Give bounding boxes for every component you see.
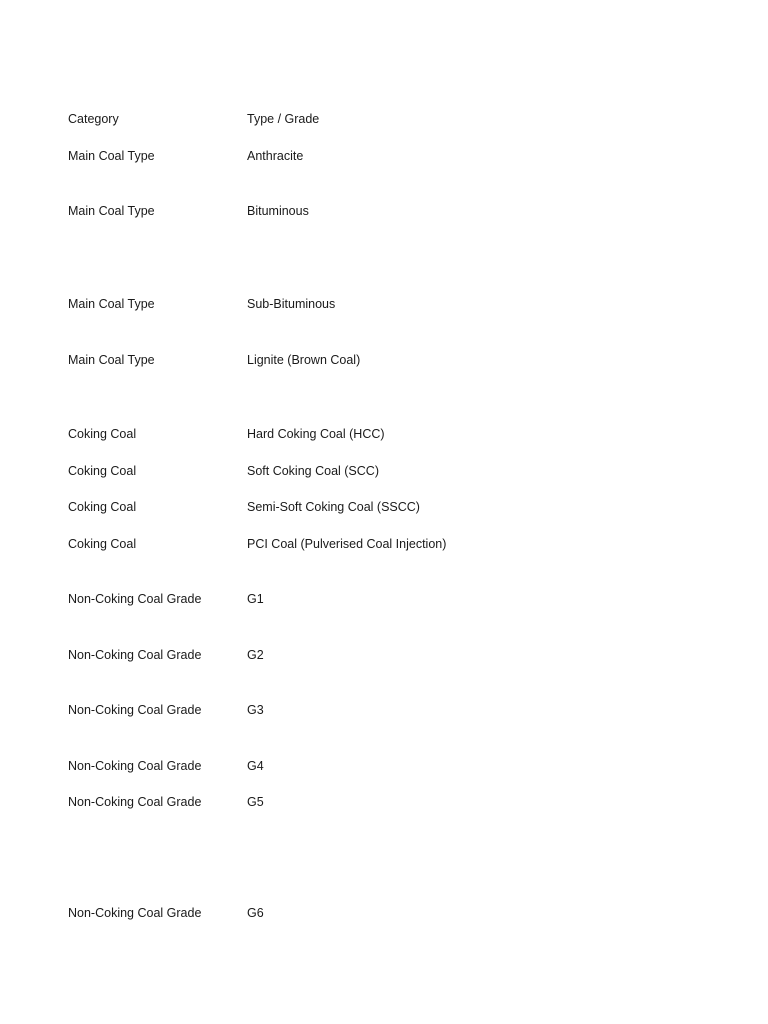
table-row-category: Main Coal Type (68, 297, 155, 311)
table-row-category: Coking Coal (68, 500, 137, 514)
table-row-category: Non-Coking Coal Grade (68, 592, 202, 606)
table-row-type: Lignite (Brown Coal) (247, 353, 361, 367)
table-row-category: Non-Coking Coal Grade (68, 648, 202, 662)
table-row-category: Non-Coking Coal Grade (68, 795, 202, 809)
table-row-type: G3 (247, 703, 264, 717)
table-row-category: Main Coal Type (68, 353, 155, 367)
table-row-type: G4 (247, 759, 264, 773)
table-row-type: Sub-Bituminous (247, 297, 336, 311)
table-row-type: PCI Coal (Pulverised Coal Injection) (247, 537, 447, 551)
table-row-category: Non-Coking Coal Grade (68, 906, 202, 920)
header-category: Category (68, 112, 119, 126)
table-row-category: Non-Coking Coal Grade (68, 759, 202, 773)
table-row-category: Coking Coal (68, 464, 137, 478)
table-row-category: Main Coal Type (68, 204, 155, 218)
table-row-type: G1 (247, 592, 264, 606)
table-row-type: Bituminous (247, 204, 309, 218)
table-row-category: Coking Coal (68, 427, 137, 441)
table-row-type: Hard Coking Coal (HCC) (247, 427, 385, 441)
table-row-type: G5 (247, 795, 264, 809)
header-type-grade: Type / Grade (247, 112, 320, 126)
table-row-category: Coking Coal (68, 537, 137, 551)
table-row-category: Non-Coking Coal Grade (68, 703, 202, 717)
table-row-type: Anthracite (247, 149, 304, 163)
table-row-type: Semi-Soft Coking Coal (SSCC) (247, 500, 420, 514)
table-row-type: Soft Coking Coal (SCC) (247, 464, 379, 478)
table-row-category: Main Coal Type (68, 149, 155, 163)
table-row-type: G6 (247, 906, 264, 920)
table-row-type: G2 (247, 648, 264, 662)
